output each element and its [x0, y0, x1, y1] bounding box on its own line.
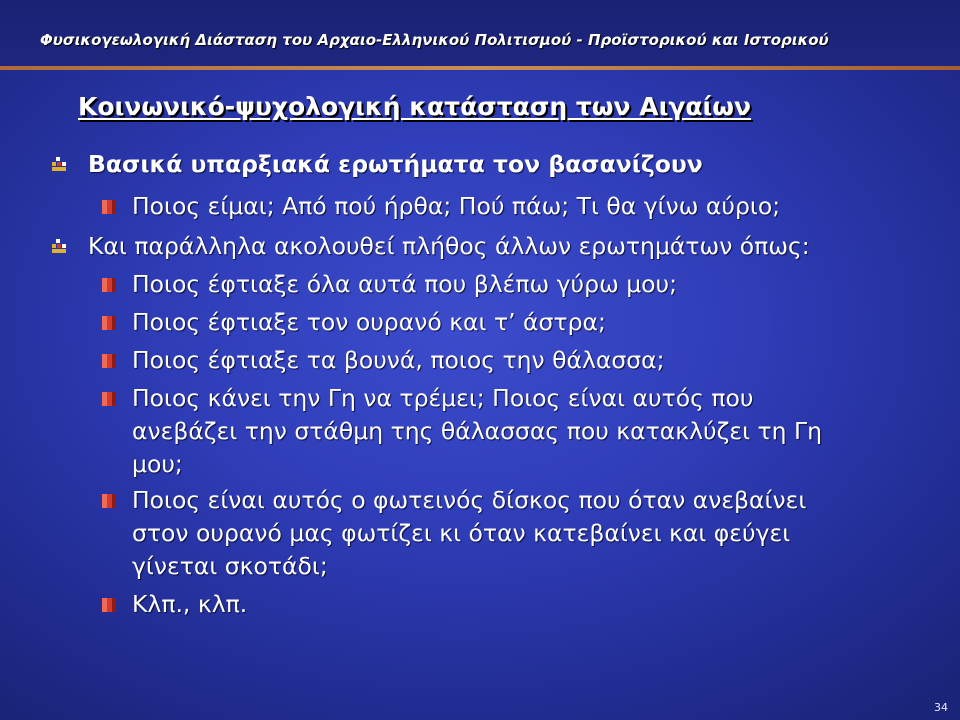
- red-square-bullet-icon: [102, 354, 116, 368]
- red-square-bullet-icon: [102, 494, 116, 508]
- header-bar: [0, 0, 960, 68]
- presentation-title: Φυσικογεωλογική Διάσταση του Αρχαιο-Ελληνικού Πολιτισμού - Προϊστορικού και Ιστορικού: [40, 31, 829, 49]
- bullet-text: Ποιος είμαι; Από πού ήρθα; Πού πάω; Τι θα γίνω αύριο;: [132, 192, 781, 220]
- red-square-bullet-icon: [102, 316, 116, 330]
- bullet-text: Κλπ., κλπ.: [132, 590, 248, 618]
- sub-bullet-item: [132, 306, 606, 339]
- sub-bullet-item: [132, 190, 780, 223]
- bullet-text-line: Ποιος κάνει την Γη να τρέμει; Ποιος είναι αυτός που: [132, 384, 754, 412]
- sub-bullet-item: [132, 588, 247, 621]
- bullet-item: [88, 148, 703, 181]
- bullet-text-line: μου;: [132, 450, 183, 478]
- bullet-text: Ποιος έφτιαξε τα βουνά, ποιος την θάλασσα;: [132, 346, 665, 374]
- sub-bullet-item: [132, 344, 665, 377]
- bullet-text: Ποιος έφτιαξε όλα αυτά που βλέπω γύρω μου;: [132, 270, 678, 298]
- page-number: 34: [934, 701, 948, 714]
- red-square-bullet-icon: [102, 598, 116, 612]
- stacked-bars-bullet-icon: [52, 157, 66, 171]
- bullet-text-line: Ποιος είναι αυτός ο φωτεινός δίσκος που όταν ανεβαίνει: [132, 486, 807, 514]
- sub-bullet-item: [132, 484, 806, 583]
- bullet-text: Βασικά υπαρξιακά ερωτήματα τον βασανίζουν: [88, 150, 703, 178]
- sub-bullet-item: [132, 268, 677, 301]
- red-square-bullet-icon: [102, 278, 116, 292]
- bullet-text: Και παράλληλα ακολουθεί πλήθος άλλων ερωτημάτων όπως:: [88, 232, 810, 260]
- red-square-bullet-icon: [102, 200, 116, 214]
- bullet-item: [88, 230, 810, 263]
- bullet-text-line: στον ουρανό μας φωτίζει κι όταν κατεβαίνει και φεύγει: [132, 519, 791, 547]
- red-square-bullet-icon: [102, 392, 116, 406]
- slide-title: Κοινωνικό-ψυχολογική κατάσταση των Αιγαίων: [78, 92, 752, 121]
- bullet-text-line: γίνεται σκοτάδι;: [132, 552, 328, 580]
- bullet-text-line: ανεβάζει την στάθμη της θάλασσας που κατακλύζει τη Γη: [132, 417, 823, 445]
- bullet-text: Ποιος έφτιαξε τον ουρανό και τ’ άστρα;: [132, 308, 606, 336]
- header-divider: [0, 66, 960, 70]
- sub-bullet-item: [132, 382, 822, 481]
- stacked-bars-bullet-icon: [52, 239, 66, 253]
